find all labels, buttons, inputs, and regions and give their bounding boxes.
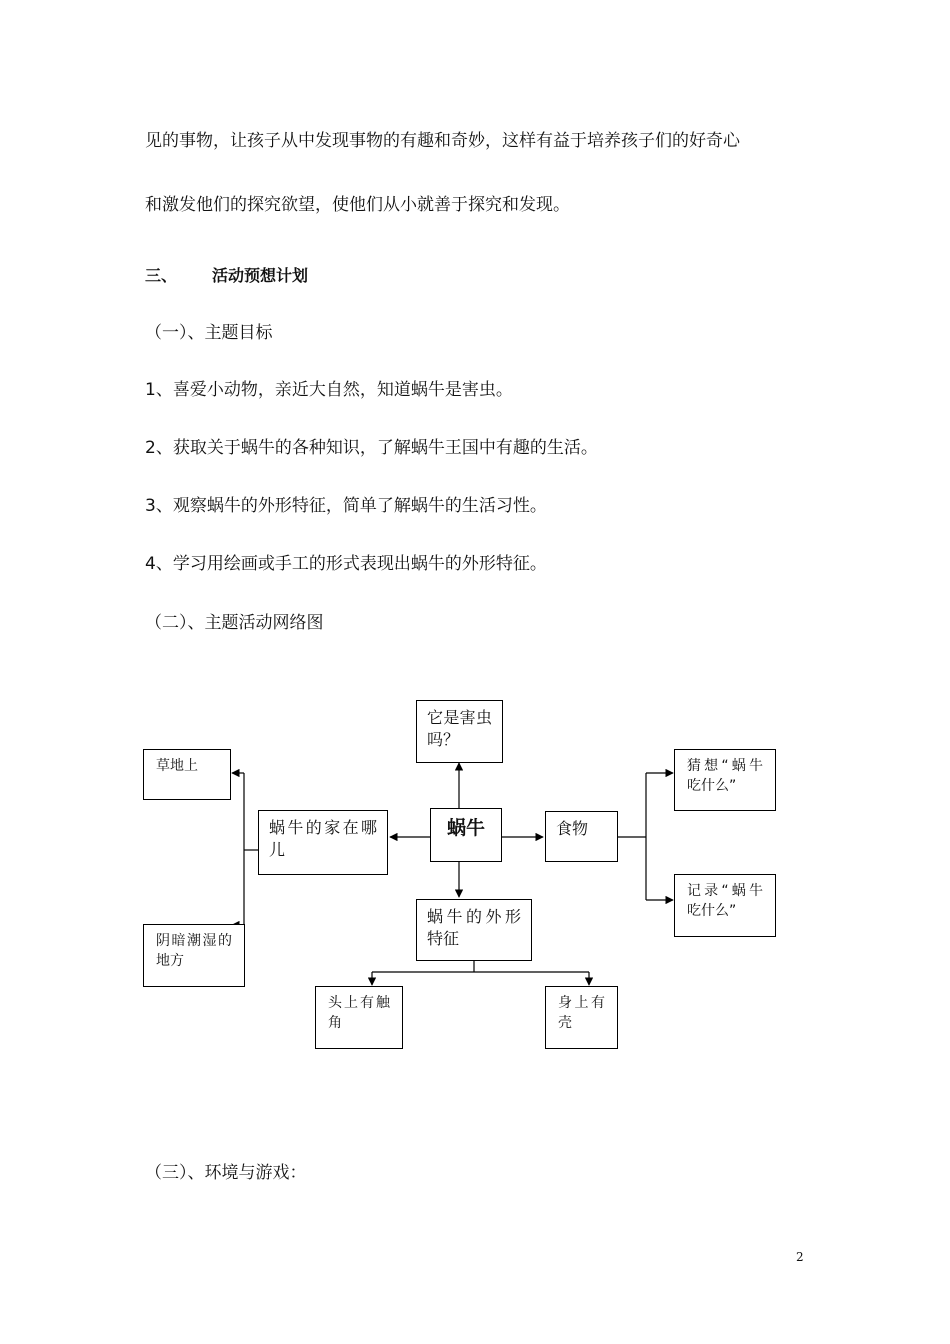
node-harmful: 它是害虫吗？: [416, 700, 503, 763]
paragraph-line: 见的事物，让孩子从中发现事物的有趣和奇妙，这样有益于培养孩子们的好奇心: [145, 131, 740, 151]
node-home: 蜗牛的家在哪儿: [258, 810, 388, 875]
node-tentacles: 头上有触角: [315, 986, 403, 1049]
node-shell: 身上有壳: [545, 986, 618, 1049]
subheading-environment: （三）、环境与游戏：: [145, 1163, 307, 1183]
section-title: 活动预想计划: [212, 266, 309, 285]
node-record: 记录“蜗牛吃什么”: [674, 874, 776, 937]
section-number: 三、: [145, 266, 178, 285]
page-number: 2: [796, 1250, 804, 1264]
goal-item: 2、获取关于蜗牛的各种知识，了解蜗牛王国中有趣的生活。: [145, 438, 598, 458]
goal-item: 4、学习用绘画或手工的形式表现出蜗牛的外形特征。: [145, 554, 547, 574]
subheading-goals: （一）、主题目标: [145, 323, 273, 343]
node-grass: 草地上: [143, 749, 231, 800]
node-features: 蜗牛的外形特征: [416, 899, 532, 961]
node-center: 蜗牛: [430, 808, 502, 862]
goal-item: 1、喜爱小动物，亲近大自然，知道蜗牛是害虫。: [145, 380, 513, 400]
goal-item: 3、观察蜗牛的外形特征，简单了解蜗牛的生活习性。: [145, 496, 547, 516]
paragraph-line: 和激发他们的探究欲望，使他们从小就善于探究和发现。: [145, 195, 570, 215]
node-guess: 猜想“蜗牛吃什么”: [674, 749, 776, 811]
node-dark-damp: 阴暗潮湿的地方: [143, 924, 245, 987]
subheading-network: （二）、主题活动网络图: [145, 613, 324, 633]
node-food: 食物: [545, 811, 618, 862]
